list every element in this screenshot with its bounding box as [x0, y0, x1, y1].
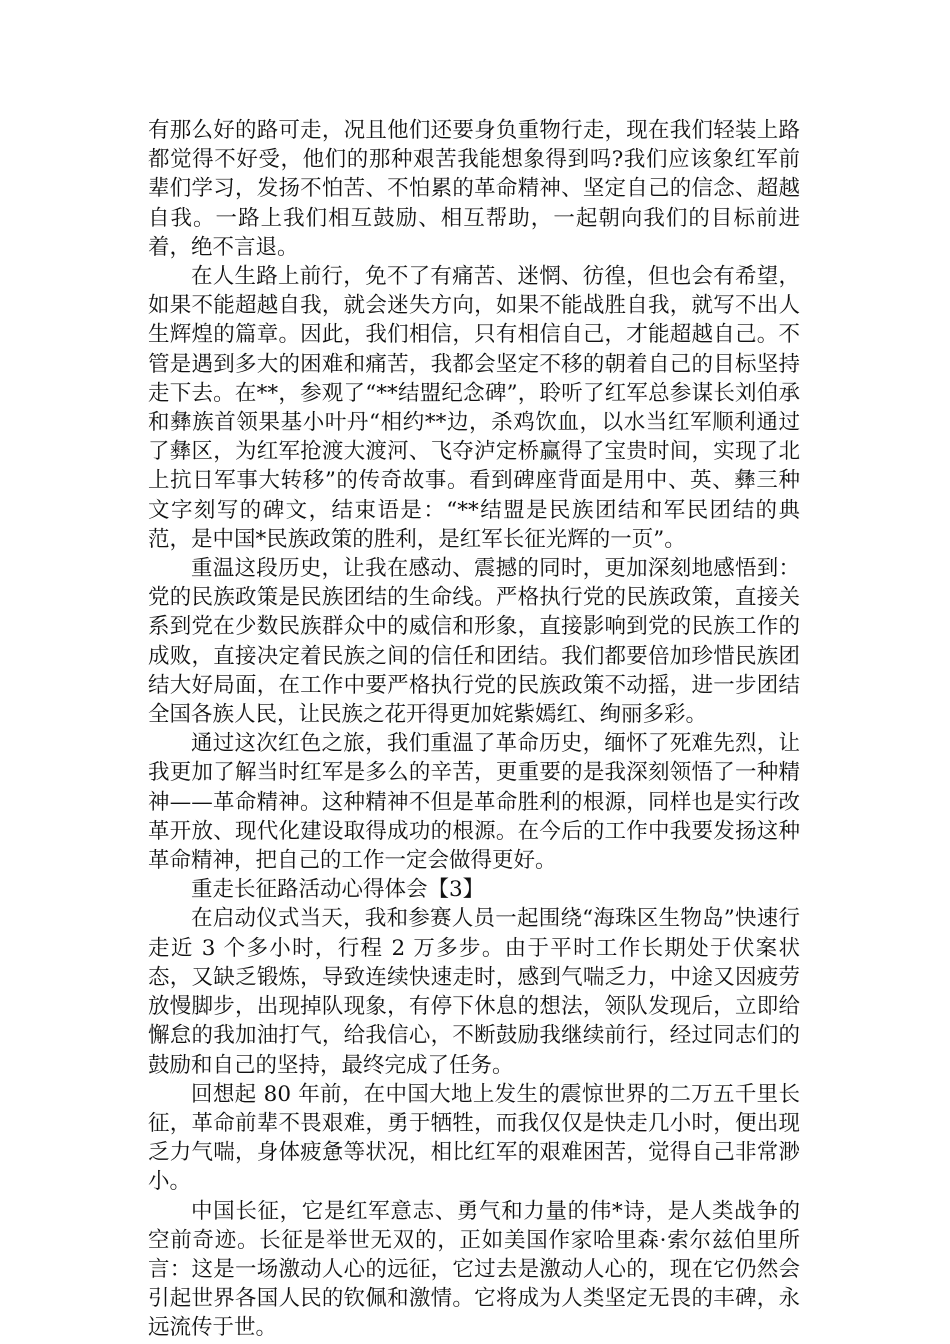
paragraph-1: 有那么好的路可走，况且他们还要身负重物行走，现在我们轻装上路都觉得不好受，他们的那种艰苦我能想象得到吗?我们应该象红军前辈们学习，发扬不怕苦、不怕累的革命精神、坚定自己的信念、超越自我。一路上我们相互鼓励、相互帮助，一起朝向我们的目标前进着，绝不言退。 [148, 118, 800, 260]
paragraph-6: 回想起 80 年前，在中国大地上发生的震惊世界的二万五千里长征，革命前辈不畏艰难，勇于牺牲，而我仅仅是快走几小时，便出现乏力气喘，身体疲惫等状况，相比红军的艰难困苦，觉得自己非常渺小。 [148, 1081, 800, 1195]
paragraph-4: 通过这次红色之旅，我们重温了革命历史，缅怀了死难先烈，让我更加了解当时红军是多么的辛苦，更重要的是我深刻领悟了一种精神——革命精神。这种精神不但是革命胜利的根源，同样也是实行改革开放、现代化建设取得成功的根源。在今后的工作中我要发扬这种革命精神，把自己的工作一定会做得更好。 [148, 731, 800, 874]
paragraph-3: 重温这段历史，让我在感动、震撼的同时，更加深刻地感悟到：党的民族政策是民族团结的生命线。严格执行党的民族政策，直接关系到党在少数民族群众中的威信和形象，直接影响到党的民族工作的成败，直接决定着民族之间的信任和团结。我们都要倍加珍惜民族团结大好局面，在工作中要严格执行党的民族政策不动摇，进一步团结全国各族人民，让民族之花开得更加姹紫嫣红、绚丽多彩。 [148, 556, 800, 728]
paragraph-2: 在人生路上前行，免不了有痛苦、迷惘、彷徨，但也会有希望，如果不能超越自我，就会迷失方向，如果不能战胜自我，就写不出人生辉煌的篇章。因此，我们相信，只有相信自己，才能超越自己。不管是遇到多大的困难和痛苦，我都会坚定不移的朝着自己的目标坚持走下去。在**，参观了“**结盟纪念碑”，聆听了红军总参谋长刘伯承和彝族首领果基小叶丹“相约**边，杀鸡饮血，以水当红军顺利通过了彝区，为红军抢渡大渡河、飞夺泸定桥赢得了宝贵时间，实现了北上抗日军事大转移”的传奇故事。看到碑座背面是用中、英、彝三种文字刻写的碑文，结束语是：“**结盟是民族团结和军民团结的典范，是中国*民族政策的胜利，是红军长征光辉的一页”。 [148, 264, 800, 552]
section-heading: 重走长征路活动心得体会【3】 [191, 877, 485, 903]
document-page [148, 116, 800, 1343]
paragraph-7: 中国长征，它是红军意志、勇气和力量的伟*诗，是人类战争的空前奇迹。长征是举世无双的，正如美国作家哈里森·索尔兹伯里所言：这是一场激动人心的远征，它过去是激动人心的，现在它仍然会引起世界各国人民的钦佩和激情。它将成为人类坚定无畏的丰碑，永远流传于世。 [148, 1198, 800, 1341]
paragraph-5: 在启动仪式当天，我和参赛人员一起围绕“海珠区生物岛”快速行走近 3 个多小时，行程 2 万多步。由于平时工作长期处于伏案状态，又缺乏锻炼，导致连续快速走时，感到气喘乏力，中途又因疲劳放慢脚步，出现掉队现象，有停下休息的想法，领队发现后，立即给懈怠的我加油打气，给我信心，不断鼓励我继续前行，经过同志们的鼓励和自己的坚持，最终完成了任务。 [148, 906, 800, 1078]
